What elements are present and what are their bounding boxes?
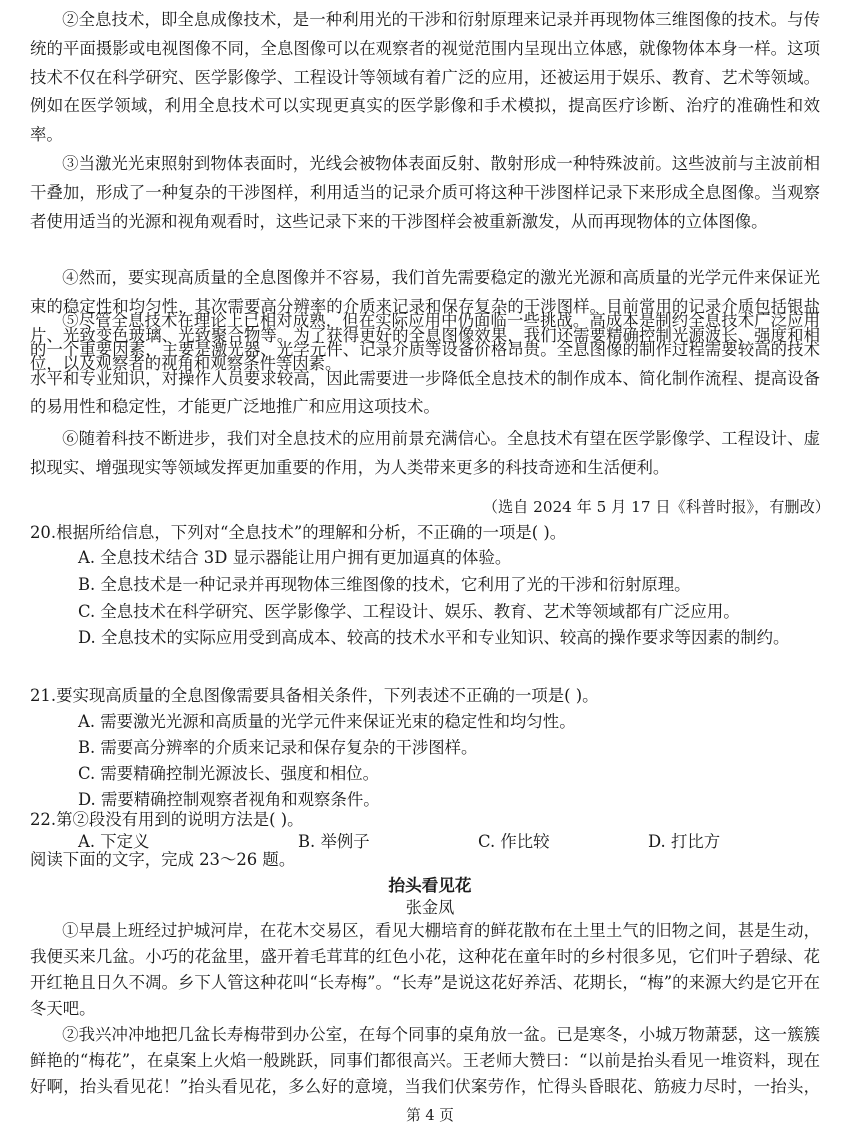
story-paragraph-2: ②我兴冲冲地把几盆长寿梅带到办公室，在每个同事的桌角放一盆。已是寒冬，小城万物萧瑟，这一簇簇鲜艳的“梅花”，在桌案上火焰一般跳跃，同事们都很高兴。王老师大赞曰：“以前是抬头看见一堆资料，现在好啊，抬头看见花！”抬头看见花，多么好的意境，当我们伏案劳作，忙得头昏眼花、筋疲力尽时，一抬头， bbox=[30, 1025, 820, 1096]
question-21-option-d-text: D. 需要精确控制观察者视角和观察条件。 bbox=[78, 790, 380, 809]
question-22-option-d: D. 打比方 bbox=[648, 832, 721, 851]
question-21-option-a: A. 需要激光光源和高质量的光学元件来保证光束的稳定性和均匀性。 bbox=[78, 712, 576, 731]
question-22-stem: 22.第②段没有用到的说明方法是( )。 bbox=[30, 810, 304, 829]
question-20-option-b: B. 全息技术是一种记录并再现物体三维图像的技术，它利用了光的干涉和衍射原理。 bbox=[78, 575, 691, 594]
article-paragraph-2: ②全息技术，即全息成像技术，是一种利用光的干涉和衍射原理来记录并再现物体三维图像的技术。与传统的平面摄影或电视图像不同，全息图像可以在观察者的视觉范围内呈现出立体感，就像物体本身一样。这项技术不仅在科学研究、医学影像学、工程设计等领域有着广泛的应用，还被运用于娱乐、教育、艺术等领域。例如在医学领域，利用全息技术可以实现更真实的医学影像和手术模拟，提高医疗诊断、治疗的准确性和效率。 bbox=[30, 10, 820, 145]
question-22-option-a: A. 下定义 bbox=[78, 832, 150, 851]
question-21-option-b: B. 需要高分辨率的介质来记录和保存复杂的干涉图样。 bbox=[78, 738, 478, 757]
question-20-option-a: A. 全息技术结合 3D 显示器能让用户拥有更加逼真的体验。 bbox=[78, 548, 512, 567]
question-22-option-b: B. 举例子 bbox=[298, 832, 370, 851]
story-paragraph-1: ①早晨上班经过护城河岸，在花木交易区，看见大棚培育的鲜花散布在土里土气的旧物之间，甚是生动，我便买来几盆。小巧的花盆里，盛开着毛茸茸的红色小花，这种花在童年时的乡村很多见，它们叶子碧绿、花开红艳且日久不凋。乡下人管这种花叫“长寿梅”。“长寿”是说这花好养活、花期长，“梅”的来源大约是它开在冬天吧。 bbox=[30, 921, 820, 1018]
article-paragraph-4: ④然而，要实现高质量的全息图像并不容易，我们首先需要稳定的激光光源和高质量的光学元件来保证光束的稳定性和均匀性，其次需要高分辨率的介质来记录和保存复杂的干涉图样。目前常用的记录介质包括银盐片、光致变色玻璃、光致聚合物等。为了获得更好的全息图像效果，我们还需要精确控制光源波长、强度和相位，以及观察者的视角和观察条件等因素。 bbox=[30, 268, 820, 374]
question-22-option-c: C. 作比较 bbox=[478, 832, 550, 851]
article-paragraph-3: ③当激光光束照射到物体表面时，光线会被物体表面反射、散射形成一种特殊波前。这些波前与主波前相干叠加，形成了一种复杂的干涉图样，利用适当的记录介质可将这种干涉图样记录下来形成全息图像。当观察者使用适当的光源和视角观看时，这些记录下来的干涉图样会被重新激发，从而再现物体的立体图像。 bbox=[30, 154, 820, 231]
article-paragraph-5: ⑤尽管全息技术在理论上已相对成熟，但在实际应用中仍面临一些挑战。高成本是制约全息技术广泛应用的一个重要因素，主要是激光器、光学元件、记录介质等设备价格昂贵。全息图像的制作过程需要较高的技术水平和专业知识，对操作人员要求较高，因此需要进一步降低全息技术的制作成本、简化制作流程、提高设备的易用性和稳定性，才能更广泛地推广和应用这项技术。 bbox=[30, 311, 820, 417]
article-paragraph-6: ⑥随着科技不断进步，我们对全息技术的应用前景充满信心。全息技术有望在医学影像学、工程设计、虚拟现实、增强现实等领域发挥更加重要的作用，为人类带来更多的科技奇迹和生活便利。 bbox=[30, 429, 820, 477]
question-21-stem: 21.要实现高质量的全息图像需要具备相关条件，下列表述不正确的一项是( )。 bbox=[30, 686, 599, 705]
question-21-option-c: C. 需要精确控制光源波长、强度和相位。 bbox=[78, 764, 380, 783]
story-title: 抬头看见花 bbox=[388, 875, 472, 895]
question-20-option-c: C. 全息技术在科学研究、医学影像学、工程设计、娱乐、教育、艺术等领域都有广泛应用。 bbox=[78, 602, 740, 621]
article-source: （选自 2024 年 5 月 17 日《科普时报》，有删改） bbox=[482, 498, 830, 516]
page-number: 第 4 页 bbox=[406, 1107, 454, 1124]
reading-instruction: 阅读下面的文字，完成 23～26 题。 bbox=[30, 850, 296, 869]
story-author: 张金凤 bbox=[405, 898, 455, 917]
q22-options-visible bbox=[0, 0, 860, 1]
question-20-option-d: D. 全息技术的实际应用受到高成本、较高的技术水平和专业知识、较高的操作要求等因素的制约。 bbox=[78, 628, 790, 647]
question-20-stem: 20.根据所给信息，下列对“全息技术”的理解和分析，不正确的一项是( )。 bbox=[30, 523, 567, 542]
